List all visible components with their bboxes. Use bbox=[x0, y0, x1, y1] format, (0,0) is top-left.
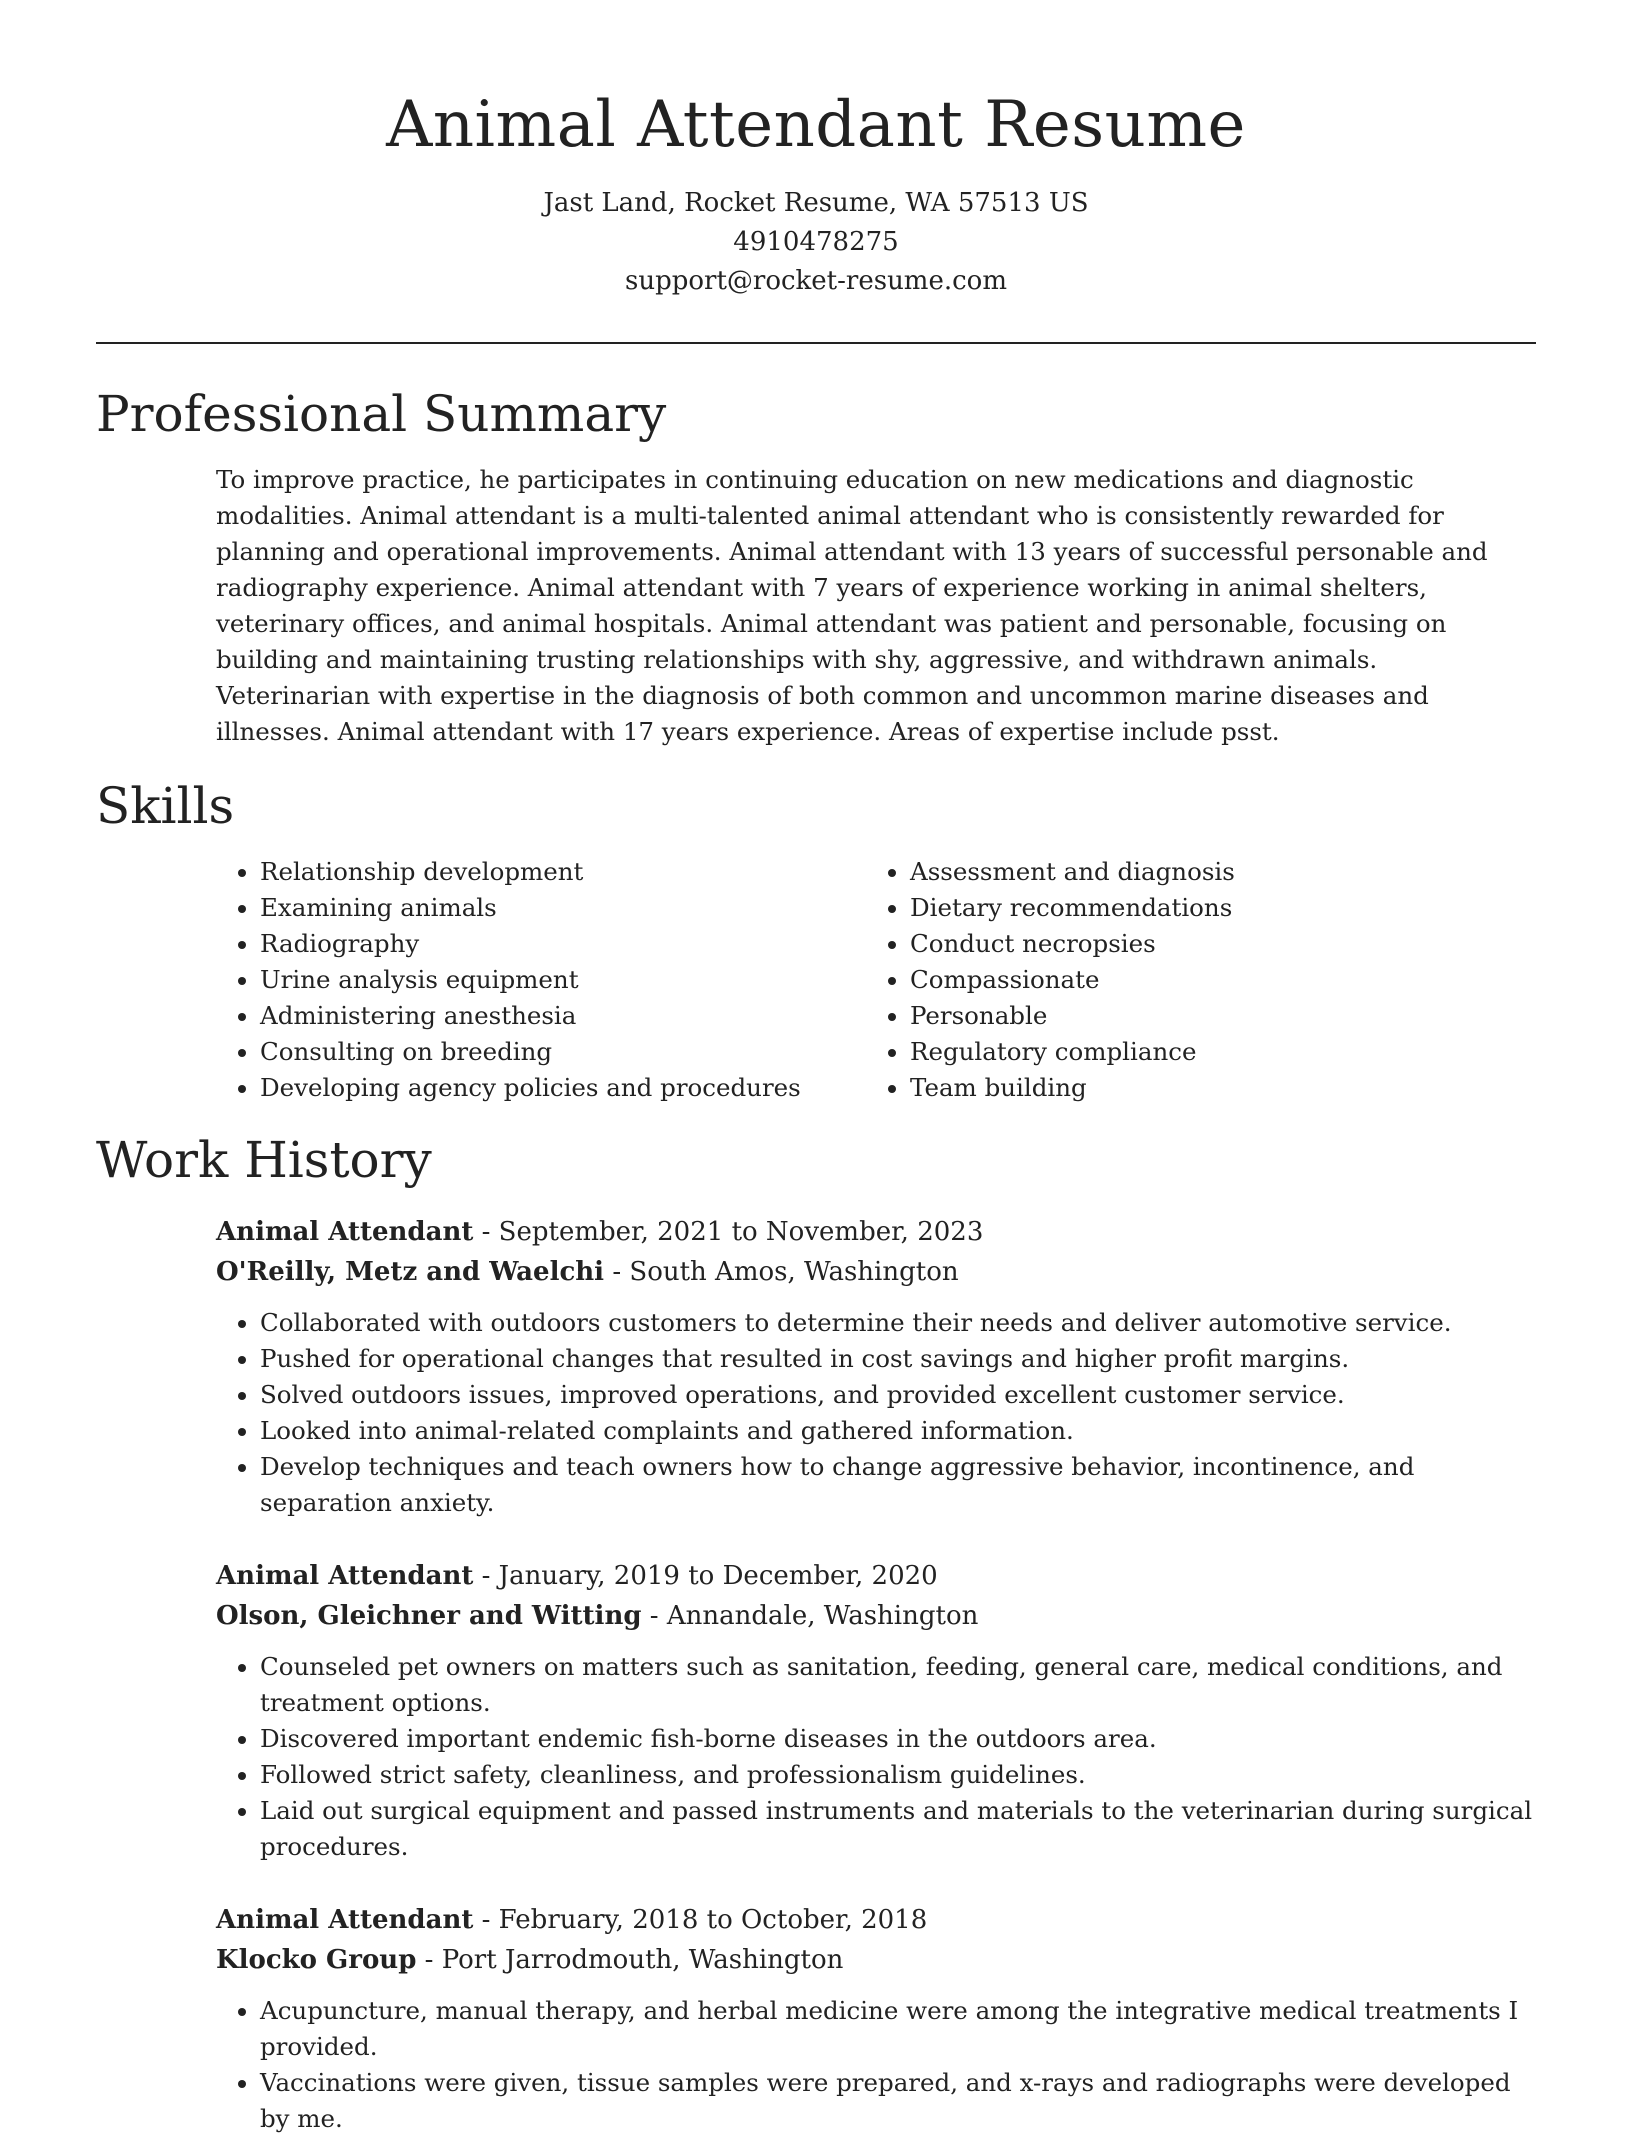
skill-item: • Team building bbox=[910, 1070, 1516, 1106]
job-location: - South Amos, Washington bbox=[604, 1257, 959, 1287]
job-title: Animal Attendant bbox=[216, 1905, 474, 1935]
job-bullets bbox=[216, 1993, 1536, 2137]
skills-columns bbox=[216, 854, 1536, 1106]
job-company: Olson, Gleichner and Witting bbox=[216, 1601, 642, 1631]
skill-item: • Regulatory compliance bbox=[910, 1034, 1516, 1070]
skill-item: • Radiography bbox=[260, 926, 866, 962]
summary-heading: Professional Summary bbox=[96, 385, 667, 443]
job-title-line bbox=[216, 1900, 1536, 1940]
skill-item: • Urine analysis equipment bbox=[260, 962, 866, 998]
job-title: Animal Attendant bbox=[216, 1561, 474, 1591]
skill-item: • Consulting on breeding bbox=[260, 1034, 866, 1070]
skill-item: • Administering anesthesia bbox=[260, 998, 866, 1034]
job-bullet: • Laid out surgical equipment and passed instruments and materials to the veterinarian during surgical procedures. bbox=[260, 1793, 1536, 1865]
job-company-line bbox=[216, 1596, 1536, 1636]
skill-item: • Examining animals bbox=[260, 890, 866, 926]
skills-heading: Skills bbox=[96, 777, 235, 835]
job-title-line bbox=[216, 1556, 1536, 1596]
job-company-line bbox=[216, 1940, 1536, 1980]
job-bullets bbox=[216, 1649, 1536, 1865]
job-bullet: • Discovered important endemic fish-borne diseases in the outdoors area. bbox=[260, 1721, 1536, 1757]
job-bullet: • Develop techniques and teach owners how to change aggressive behavior, incontinence, and separation anxiety. bbox=[260, 1449, 1536, 1521]
summary-text: To improve practice, he participates in continuing education on new medications and diagnostic modalities. Animal attendant is a multi-talented animal attendant who is consistently rewarded for planning and operational improvements. Animal attendant with 13 years of successful personable and radiography experience. Animal attendant with 7 years of experience working in animal shelters, veterinary offices, and animal hospitals. Animal attendant was patient and personable, focusing on building and maintaining trusting relationships with shy, aggressive, and withdrawn animals. Veterinarian with expertise in the diagnosis of both common and uncommon marine diseases and illnesses. Animal attendant with 17 years experience. Areas of expertise include psst. bbox=[216, 465, 1488, 746]
job-location: - Annandale, Washington bbox=[641, 1601, 979, 1631]
job-title-line bbox=[216, 1212, 1536, 1252]
contact-block bbox=[0, 184, 1632, 301]
job-company: O'Reilly, Metz and Waelchi bbox=[216, 1257, 605, 1287]
job-entry bbox=[216, 1900, 1536, 2137]
skills-list-left bbox=[216, 854, 866, 1106]
job-dates: - January, 2019 to December, 2020 bbox=[473, 1561, 938, 1591]
skill-item: • Conduct necropsies bbox=[910, 926, 1516, 962]
contact-email: support@rocket-resume.com bbox=[624, 266, 1007, 296]
skill-item: • Relationship development bbox=[260, 854, 866, 890]
job-bullet: • Collaborated with outdoors customers to determine their needs and deliver automotive service. bbox=[260, 1305, 1536, 1341]
job-bullet: • Pushed for operational changes that resulted in cost savings and higher profit margins. bbox=[260, 1341, 1536, 1377]
job-bullet: • Acupuncture, manual therapy, and herbal medicine were among the integrative medical treatments I provided. bbox=[260, 1993, 1536, 2065]
job-bullet: • Followed strict safety, cleanliness, and professionalism guidelines. bbox=[260, 1757, 1536, 1793]
job-title: Animal Attendant bbox=[216, 1217, 474, 1247]
skills-list-right bbox=[866, 854, 1516, 1106]
contact-phone: 4910478275 bbox=[733, 227, 899, 257]
contact-address: Jast Land, Rocket Resume, WA 57513 US bbox=[543, 188, 1089, 218]
skill-item: • Compassionate bbox=[910, 962, 1516, 998]
job-company: Klocko Group bbox=[216, 1945, 417, 1975]
job-bullet: • Solved outdoors issues, improved operations, and provided excellent customer service. bbox=[260, 1377, 1536, 1413]
resume-header bbox=[0, 80, 1632, 301]
skill-item: • Personable bbox=[910, 998, 1516, 1034]
header-divider bbox=[96, 342, 1536, 344]
job-bullet: • Counseled pet owners on matters such as sanitation, feeding, general care, medical conditions, and treatment options. bbox=[260, 1649, 1536, 1721]
work-history-heading: Work History bbox=[96, 1131, 432, 1189]
skill-item: • Developing agency policies and procedures bbox=[260, 1070, 866, 1106]
skill-item: • Dietary recommendations bbox=[910, 890, 1516, 926]
resume-title: Animal Attendant Resume bbox=[386, 88, 1246, 162]
job-company-line bbox=[216, 1252, 1536, 1292]
job-entry bbox=[216, 1212, 1536, 1521]
job-dates: - September, 2021 to November, 2023 bbox=[473, 1217, 984, 1247]
job-bullet: • Vaccinations were given, tissue samples were prepared, and x-rays and radiographs were developed by me. bbox=[260, 2065, 1536, 2137]
job-dates: - February, 2018 to October, 2018 bbox=[473, 1905, 928, 1935]
job-location: - Port Jarrodmouth, Washington bbox=[416, 1945, 844, 1975]
job-bullets bbox=[216, 1305, 1536, 1521]
skill-item: • Assessment and diagnosis bbox=[910, 854, 1516, 890]
job-bullet: • Looked into animal-related complaints and gathered information. bbox=[260, 1413, 1536, 1449]
job-entry bbox=[216, 1556, 1536, 1865]
